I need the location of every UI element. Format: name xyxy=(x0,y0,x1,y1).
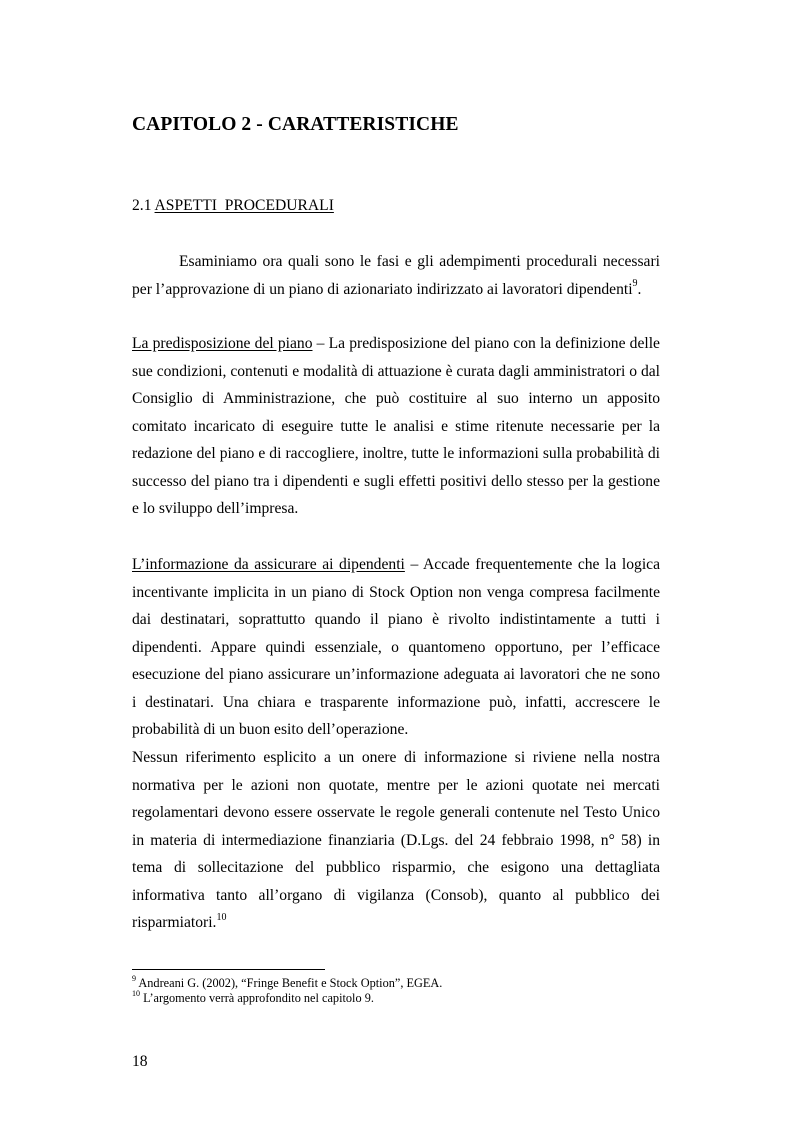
predisposizione-paragraph xyxy=(132,330,660,523)
riferimento-text: Nessun riferimento esplicito a un onere di informazione si riviene nella nostra normativa per le azioni non quotate, mentre per le azioni quotate nei mercati regolamentari devono essere osservate le regole generali contenute nel Testo Unico in materia di intermediazione finanziaria (D.Lgs. del 24 febbraio 1998, n° 58) in tema di sollecitazione del pubblico risparmio, che esigono una dettagliata informativa tanto all’organo di vigilanza (Consob), quanto al pubblico dei risparmiatori. xyxy=(132,749,660,931)
intro-paragraph xyxy=(132,248,660,303)
predisposizione-text: – La predisposizione del piano con la definizione delle sue condizioni, contenuti e modalità di attuazione è curata dagli amministratori o dal Consiglio di Amministrazione, che può costituire al suo interno un apposito comitato incaricato di eseguire tutte le analisi e stime ritenute necessarie per la redazione del piano e di raccogliere, inoltre, tutte le informazioni sulla probabilità di successo del piano tra i dipendenti e sugli effetti positivi dello stesso per la gestione e lo sviluppo dell’impresa. xyxy=(132,335,660,517)
predisposizione-heading: La predisposizione del piano xyxy=(132,335,313,352)
section-number: 2.1 xyxy=(132,197,152,214)
informazione-heading: L’informazione da assicurare ai dipendenti xyxy=(132,556,405,573)
section-heading xyxy=(132,197,334,215)
informazione-paragraph xyxy=(132,551,660,744)
footnote-number: 10 xyxy=(132,988,140,998)
footnote-10 xyxy=(132,988,442,1006)
intro-end: . xyxy=(637,280,642,298)
page-number: 18 xyxy=(132,1053,148,1070)
intro-text: Esaminiamo ora quali sono le fasi e gli adempimenti procedurali necessari per l’approvazione di un piano di azionariato indirizzato ai lavoratori dipendenti xyxy=(132,253,660,298)
informazione-text: – Accade frequentemente che la logica incentivante implicita in un piano di Stock Option non venga compresa facilmente dai destinatari, soprattutto quando il piano è rivolto indistintamente a tutti i dipendenti. Appare quindi essenziale, o quantomeno opportuno, per l’efficace esecuzione del piano assicurare un’informazione adeguata ai lavoratori che ne sono i destinatari. Una chiara e trasparente informazione può, infatti, accrescere le probabilità di un buon esito dell’operazione. xyxy=(132,556,660,738)
footnotes xyxy=(132,973,443,1006)
footnote-text: L’argomento verrà approfondito nel capitolo 9. xyxy=(140,991,374,1005)
chapter-title: CAPITOLO 2 - CARATTERISTICHE xyxy=(132,114,459,135)
footnote-number: 9 xyxy=(132,973,136,983)
riferimento-paragraph xyxy=(132,744,660,937)
section-title: ASPETTI PROCEDURALI xyxy=(154,197,334,214)
footnote-text: Andreani G. (2002), “Fringe Benefit e Stock Option”, EGEA. xyxy=(136,976,443,990)
footnote-separator xyxy=(132,969,325,970)
footnote-ref-10: 10 xyxy=(216,911,227,923)
footnote-9 xyxy=(132,973,443,991)
footnote-ref-9: 9 xyxy=(632,278,638,290)
